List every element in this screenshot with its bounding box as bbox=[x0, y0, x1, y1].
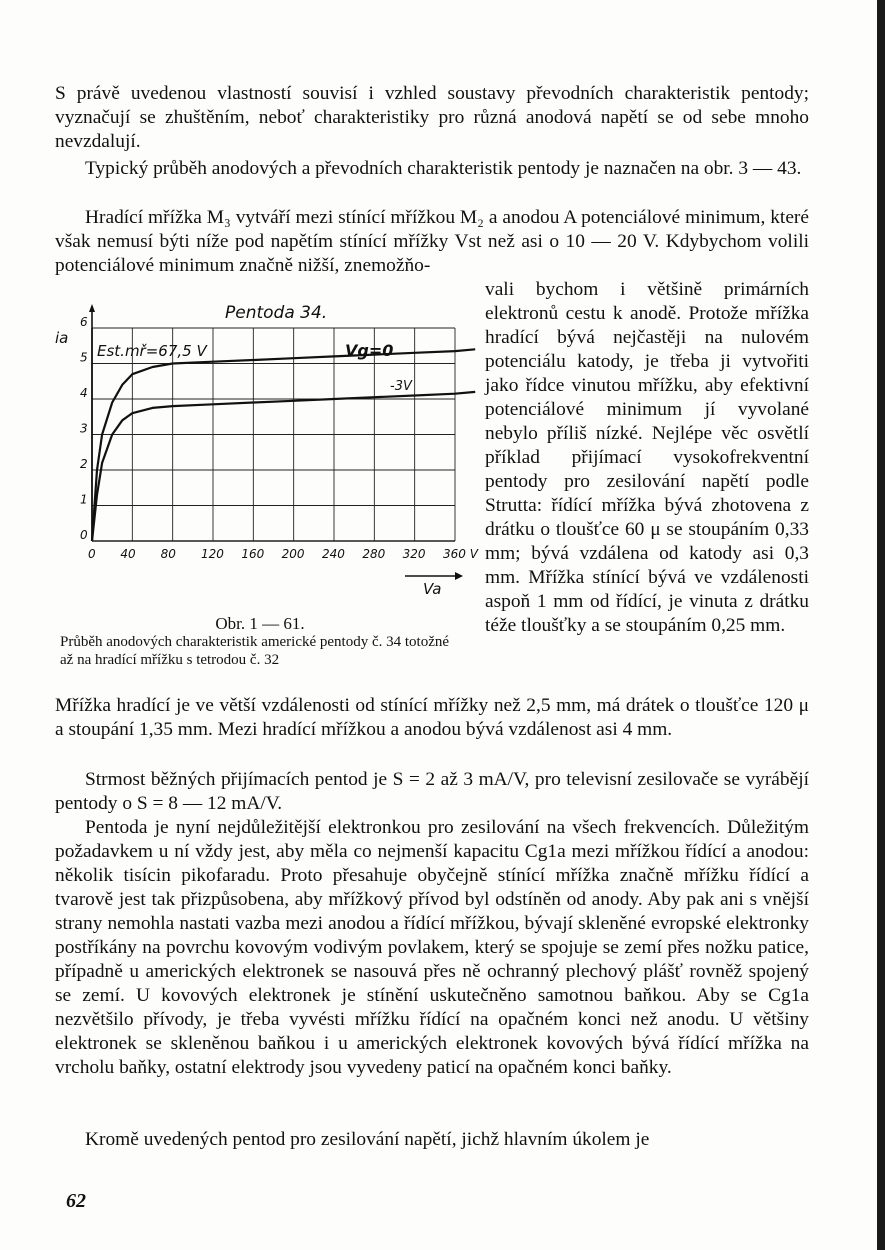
figure-caption: Průběh anodových charakteristik americké pentody č. 34 totožné až na hradící mřížku s tetrodou č. 32 bbox=[60, 634, 450, 668]
screen-grid-voltage-label: Est.mř=67,5 V bbox=[97, 342, 207, 360]
y-tick-label: 3 bbox=[80, 421, 88, 436]
y-tick-label: 5 bbox=[80, 350, 88, 365]
x-axis-arrowhead bbox=[455, 572, 463, 580]
x-tick-label: 80 bbox=[160, 547, 176, 561]
y-axis-label: ia bbox=[55, 329, 69, 347]
y-tick-label: 4 bbox=[80, 386, 88, 400]
paragraph-3-continued: vali bychom i většině primárních elektronů cestu k anodě. Protože mřížka hradící bývá nejčastěji na nulovém potenciálu katody, je třeba ji vytvořiti jako řídce vinutou mřížku, aby efektivní potenciálové minimum jí vyvolané nebylo příliš nízké. Nejlépe věc osvětlí příklad přijímací vysokofrekventní pentody pro zesilování napětí podle Strutta: řídící mřížka bývá zhotovena z drátku o tloušťce 60 μ se stoupáním 0,33 mm; bývá vzdálena od katody asi 0,3 mm. Mřížka stínící bývá ve vzdálenosti aspoň 1 mm od řídící, je vinuta z drátku téže tloušťky a se stoupáním 0,25 mm. bbox=[485, 279, 809, 636]
paragraph-5: Strmost běžných přijímacích pentod je S = 2 až 3 mA/V, pro televisní zesilovače se vyrábějí pentody o S = 8 — 12 mA/V. bbox=[55, 769, 809, 814]
x-tick-label: 200 bbox=[281, 547, 305, 561]
chart-curves bbox=[92, 349, 475, 541]
anode-characteristics-chart bbox=[55, 298, 478, 598]
y-tick-label: 2 bbox=[80, 457, 88, 471]
curve-label-minus3v: -3V bbox=[390, 379, 412, 394]
x-tick-label: 0 bbox=[88, 547, 96, 561]
paragraph-7: Kromě uvedených pentod pro zesilování napětí, jichž hlavním úkolem je bbox=[85, 1129, 650, 1150]
paragraph-3: Hradící mřížka M₃ vytváří mezi stínící mřížkou M₂ a anodou A potenciálové minimum, které však nemusí býti níže pod napětím stínící mřížky Vst než asi o 10 — 20 V. Kdybychom volili potenciálové minimum značně nižší, znemožňo- bbox=[55, 207, 809, 276]
chart-grid bbox=[89, 304, 455, 541]
paragraph-2: Typický průběh anodových a převodních charakteristik pentody je naznačen na obr. 3 — 43. bbox=[85, 158, 802, 179]
y-axis-arrowhead bbox=[89, 304, 95, 312]
x-tick-label: 120 bbox=[201, 547, 224, 561]
x-tick-label: 240 bbox=[322, 547, 345, 561]
paragraph-4: Mřížka hradící je ve větší vzdálenosti od stínící mřížky než 2,5 mm, má drátek o tloušťce 120 μ a stoupání 1,35 mm. Mezi hradící mřížkou a anodou bývá vzdálenost asi 4 mm. bbox=[55, 695, 809, 740]
x-tick-label: 280 bbox=[362, 547, 386, 561]
y-tick-label: 1 bbox=[80, 492, 88, 507]
x-tick-label: 160 bbox=[241, 547, 265, 561]
x-axis-label: Va bbox=[423, 580, 442, 598]
page-edge bbox=[877, 0, 885, 1250]
series-line-1 bbox=[92, 349, 475, 541]
paragraph-1: S právě uvedenou vlastností souvisí i vzhled soustavy převodních charakteristik pentody; vyznačují se zhuštěním, neboť charakteristiky pro různá anodová napětí se od sebe mnoho nevzdalují. bbox=[55, 83, 809, 152]
paragraph-6: Pentoda je nyní nejdůležitější elektronkou pro zesilování na všech frekvencích. Důležitým požadavkem u ní vždy jest, aby měla co nejmenší kapacitu Cg1a mezi mřížkou řídící a anodou: několik tisícin pikofaradu. Proto přesahuje obyčejně stínící mřížka značně mřížku řídící a tvarově jest tak přizpůsobena, aby mřížkový přívod byl odstíněn od anody. Aby pak ani s vnější strany nemohla nastati vazba mezi anodou a řídící mřížkou, bývají skleněné evropské elektronky postříkány na povrchu kovovým vodivým povlakem, který se spojuje se zemí přes nožku patice, případně u amerických elektronek se nasouvá přes ně ochranný plechový plášť rovněž spojený se zemí. U kovových elektronek je stínění uskutečněno samotnou baňkou. Aby se Cg1a nezvětšilo přívody, je třeba vyvésti mřížku řídící na opačném konci než anodu. U většiny elektronek se skleněnou baňkou i u amerických elektronek kovových bývá řídící mřížka na vrcholu baňky, ostatní elektrody jsou vyvedeny paticí na opačném konci baňky. bbox=[55, 817, 809, 1078]
chart-title: Pentoda 34. bbox=[225, 303, 328, 323]
y-tick-label: 0 bbox=[80, 528, 88, 542]
y-tick-label: 6 bbox=[80, 315, 88, 329]
figure-number: Obr. 1 — 61. bbox=[215, 614, 305, 633]
series-line-2 bbox=[92, 392, 475, 541]
x-tick-label: 360 V bbox=[443, 547, 478, 561]
x-tick-label: 320 bbox=[402, 547, 426, 561]
x-tick-label: 40 bbox=[120, 547, 136, 561]
page-number: 62 bbox=[66, 1190, 86, 1212]
grid-voltage-label: Vg=0 bbox=[345, 341, 394, 360]
